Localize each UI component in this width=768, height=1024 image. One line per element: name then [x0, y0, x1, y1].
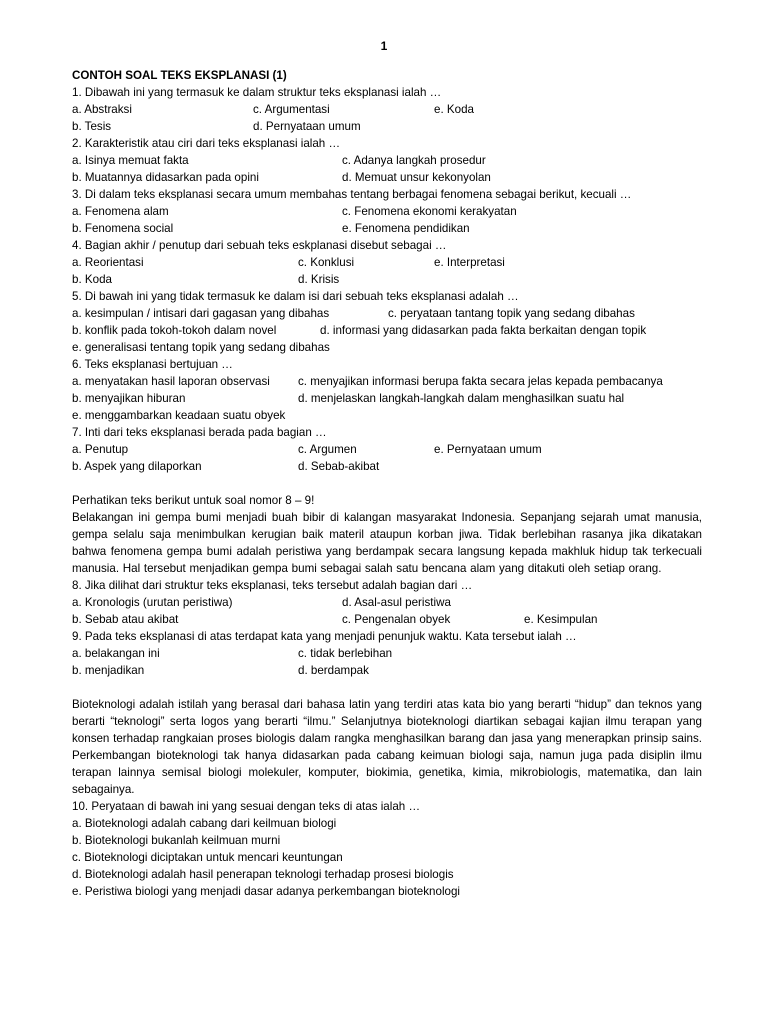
option-d: d. menjelaskan langkah-langkah dalam menghasilkan suatu hal: [298, 392, 625, 405]
question-10-option-e: [72, 883, 702, 900]
question-6-options-row-3: [72, 407, 702, 424]
option-c: c. tidak berlebihan: [298, 647, 393, 660]
option-a: a. menyatakan hasil laporan observasi: [72, 375, 270, 388]
option-a: a. Isinya memuat fakta: [72, 154, 189, 167]
option-b: b. Tesis: [72, 120, 112, 133]
question-3-options-row-1: [72, 203, 702, 220]
question-6-options-row-2: [72, 390, 702, 407]
spacer: [72, 679, 702, 696]
question-text: 1. Dibawah ini yang termasuk ke dalam struktur teks eksplanasi ialah …: [72, 86, 442, 99]
option-c: c. Konklusi: [298, 256, 355, 269]
option-e: e. Pernyataan umum: [434, 443, 542, 456]
option-e: e. Kesimpulan: [524, 613, 598, 626]
question-5-options-row-2: [72, 322, 702, 339]
option-d: d. Bioteknologi adalah hasil penerapan teknologi terhadap prosesi biologis: [72, 868, 454, 881]
option-a: a. Penutup: [72, 443, 129, 456]
title-line: [72, 67, 702, 84]
question-2-options-row-1: [72, 152, 702, 169]
option-c: c. Argumen: [298, 443, 357, 456]
question-9-options-row-2: [72, 662, 702, 679]
question-6-stem: [72, 356, 702, 373]
question-1-options-row-2: [72, 118, 702, 135]
option-b: b. menjadikan: [72, 664, 145, 677]
question-9-options-row-1: [72, 645, 702, 662]
question-8-options-row-2: [72, 611, 702, 628]
option-e: e. menggambarkan keadaan suatu obyek: [72, 409, 286, 422]
option-d: d. Sebab-akibat: [298, 460, 380, 473]
question-1-stem: [72, 84, 702, 101]
option-a: a. Abstraksi: [72, 103, 132, 116]
question-5-options-row-1: [72, 305, 702, 322]
question-3-options-row-2: [72, 220, 702, 237]
page-number: 1: [380, 39, 388, 53]
spacer: [72, 475, 702, 492]
option-d: d. Pernyataan umum: [253, 120, 361, 133]
question-5-stem: [72, 288, 702, 305]
question-text: 8. Jika dilihat dari struktur teks eksplanasi, teks tersebut adalah bagian dari …: [72, 579, 473, 592]
option-c: c. Argumentasi: [253, 103, 330, 116]
option-c: c. Pengenalan obyek: [342, 613, 451, 626]
option-a: a. belakangan ini: [72, 647, 160, 660]
question-text: 7. Inti dari teks eksplanasi berada pada bagian …: [72, 426, 327, 439]
option-e: e. Interpretasi: [434, 256, 505, 269]
question-10-stem: [72, 798, 702, 815]
question-10-option-b: [72, 832, 702, 849]
question-1-options-row-1: [72, 101, 702, 118]
question-10-option-a: [72, 815, 702, 832]
option-a: a. Reorientasi: [72, 256, 144, 269]
passage-2-text: Bioteknologi adalah istilah yang berasal dari bahasa latin yang terdiri atas kata bio yang berarti “hidup” dan teknos yang berarti “teknologi” serta logos yang berarti “ilmu.” Selanjutnya bioteknologi diartikan sebagai kajian ilmu terapan yang konsen terhadap rangkaian proses biologis dalam rangka menghasilkan barang dan jasa yang menerapkan prinsip sains. Perkembangan bioteknologi tak hanya didasarkan pada cabang keimuan biologi saja, namun juga pada disiplin ilmu terapan lainnya semisal biologi molekuler, komputer, biokimia, genetika, kimia, mikrobiologis, matematika, dan lain sebagainya.: [72, 698, 702, 796]
option-b: b. konflik pada tokoh-tokoh dalam novel: [72, 324, 277, 337]
option-c: c. menyajikan informasi berupa fakta secara jelas kepada pembacanya: [298, 375, 663, 388]
option-b: b. Fenomena social: [72, 222, 174, 235]
question-2-stem: [72, 135, 702, 152]
document-title: CONTOH SOAL TEKS EKSPLANASI (1): [72, 69, 287, 82]
question-text: 2. Karakteristik atau ciri dari teks eksplanasi ialah …: [72, 137, 341, 150]
option-d: d. berdampak: [298, 664, 369, 677]
option-a: a. kesimpulan / intisari dari gagasan yang dibahas: [72, 307, 330, 320]
question-8-stem: [72, 577, 702, 594]
option-c: c. peryataan tantang topik yang sedang dibahas: [388, 307, 635, 320]
question-10-option-c: [72, 849, 702, 866]
question-text: 6. Teks eksplanasi bertujuan …: [72, 358, 233, 371]
question-5-options-row-3: [72, 339, 702, 356]
option-e: e. generalisasi tentang topik yang sedang dibahas: [72, 341, 330, 354]
question-2-options-row-2: [72, 169, 702, 186]
option-c: c. Bioteknologi diciptakan untuk mencari keuntungan: [72, 851, 343, 864]
option-e: e. Fenomena pendidikan: [342, 222, 470, 235]
question-9-stem: [72, 628, 702, 645]
passage-intro-text: Perhatikan teks berikut untuk soal nomor 8 – 9!: [72, 494, 315, 507]
document-body: [72, 67, 702, 900]
option-a: a. Fenomena alam: [72, 205, 169, 218]
question-7-options-row-1: [72, 441, 702, 458]
question-text: 3. Di dalam teks eksplanasi secara umum membahas tentang berbagai fenomena sebagai berikut, kecuali …: [72, 188, 632, 201]
option-e: e. Koda: [434, 103, 474, 116]
option-b: b. menyajikan hiburan: [72, 392, 186, 405]
option-d: d. informasi yang didasarkan pada fakta berkaitan dengan topik: [320, 324, 647, 337]
option-c: c. Fenomena ekonomi kerakyatan: [342, 205, 517, 218]
question-4-stem: [72, 237, 702, 254]
question-3-stem: [72, 186, 702, 203]
passage-1-text: Belakangan ini gempa bumi menjadi buah bibir di kalangan masyarakat Indonesia. Sepanjang sejarah umat manusia, gempa selalu saja menimbulkan kerugian baik materil ataupun korban jiwa. Tidak berlebihan rasanya jika dikatakan bahwa fenomena gempa bumi adalah peristiwa yang berdampak secara langsung kepada makhluk hidup tak terkecuali manusia. Hal tersebut menjadikan gempa bumi sebagai salah satu bencana alam yang ditakuti oleh setiap orang.: [72, 511, 702, 575]
question-6-options-row-1: [72, 373, 702, 390]
question-4-options-row-2: [72, 271, 702, 288]
option-d: d. Krisis: [298, 273, 340, 286]
question-10-option-d: [72, 866, 702, 883]
option-b: b. Muatannya didasarkan pada opini: [72, 171, 259, 184]
option-d: d. Asal-asul peristiwa: [342, 596, 451, 609]
option-b: b. Bioteknologi bukanlah keilmuan murni: [72, 834, 281, 847]
question-7-stem: [72, 424, 702, 441]
question-4-options-row-1: [72, 254, 702, 271]
passage-1-intro: [72, 492, 702, 509]
question-8-options-row-1: [72, 594, 702, 611]
option-e: e. Peristiwa biologi yang menjadi dasar adanya perkembangan bioteknologi: [72, 885, 460, 898]
option-b: b. Koda: [72, 273, 112, 286]
option-a: a. Kronologis (urutan peristiwa): [72, 596, 233, 609]
option-b: b. Aspek yang dilaporkan: [72, 460, 202, 473]
question-text: 10. Peryataan di bawah ini yang sesuai dengan teks di atas ialah …: [72, 800, 421, 813]
option-b: b. Sebab atau akibat: [72, 613, 179, 626]
option-a: a. Bioteknologi adalah cabang dari keilmuan biologi: [72, 817, 337, 830]
question-7-options-row-2: [72, 458, 702, 475]
option-d: d. Memuat unsur kekonyolan: [342, 171, 491, 184]
question-text: 4. Bagian akhir / penutup dari sebuah teks eskplanasi disebut sebagai …: [72, 239, 447, 252]
option-c: c. Adanya langkah prosedur: [342, 154, 486, 167]
question-text: 5. Di bawah ini yang tidak termasuk ke dalam isi dari sebuah teks eksplanasi adalah …: [72, 290, 519, 303]
question-text: 9. Pada teks eksplanasi di atas terdapat kata yang menjadi penunjuk waktu. Kata tersebut ialah …: [72, 630, 577, 643]
